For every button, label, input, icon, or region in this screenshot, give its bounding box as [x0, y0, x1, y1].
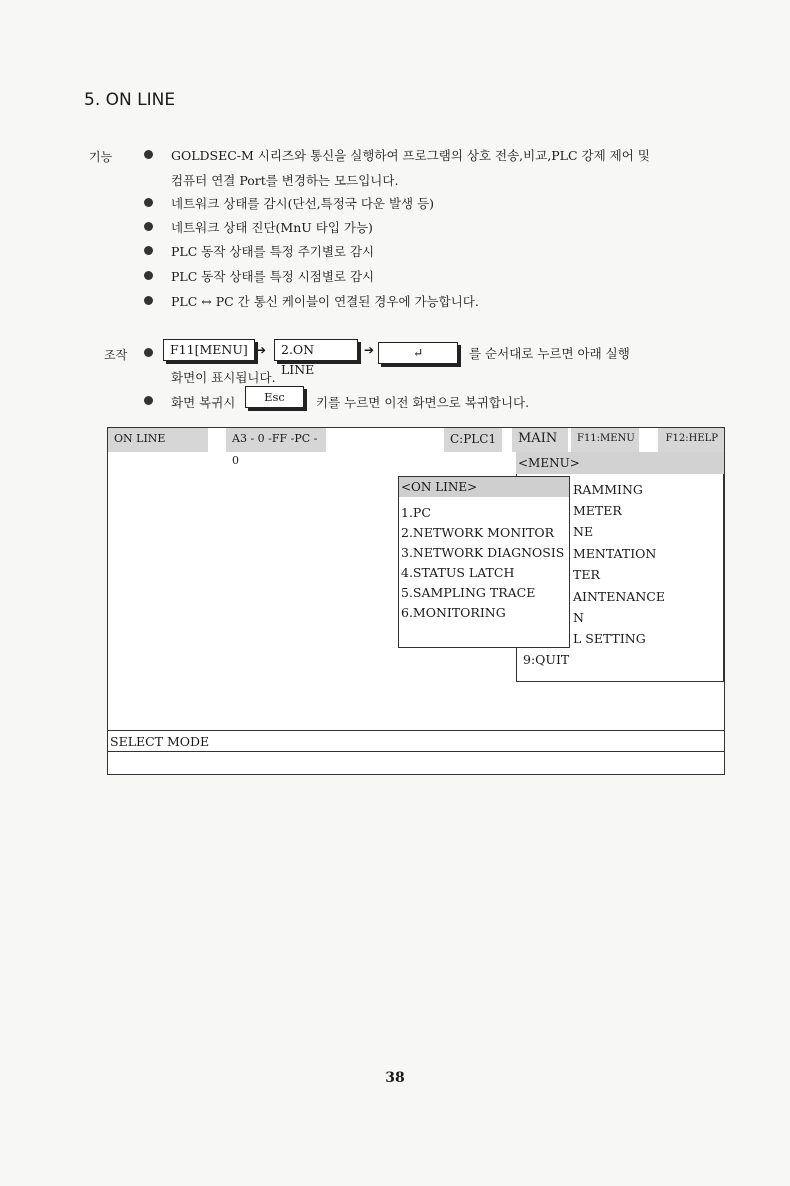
- esc-key: Esc: [245, 386, 304, 408]
- submenu-item-network-diagnosis[interactable]: 3.NETWORK DIAGNOSIS: [401, 545, 565, 560]
- bullet-icon: [144, 396, 153, 405]
- mode-indicator: ON LINE: [108, 428, 208, 452]
- operation-text-2: 화면 복귀시: [171, 395, 236, 410]
- f12-help-button[interactable]: F12:HELP: [658, 428, 724, 452]
- page-title: 5. ON LINE: [84, 90, 176, 110]
- bullet-icon: [144, 150, 153, 159]
- enter-key: ↵: [378, 342, 458, 364]
- bullet-icon: [144, 222, 153, 231]
- menu-item[interactable]: NE: [573, 524, 594, 539]
- arrow-right-icon: ➔: [256, 343, 267, 357]
- function-item-6: PLC ↔ PC 간 통신 케이블이 연결된 경우에 가능합니다.: [171, 294, 479, 309]
- function-item-5: PLC 동작 상태를 특정 시점별로 감시: [171, 269, 375, 284]
- main-menu-header: <MENU>: [516, 452, 724, 474]
- menu-item[interactable]: TER: [573, 567, 600, 582]
- menu-item[interactable]: RAMMING: [573, 482, 643, 497]
- function-label: 기능: [89, 150, 113, 164]
- bullet-icon: [144, 296, 153, 305]
- online-screen: [107, 427, 725, 775]
- menu-item[interactable]: N: [573, 610, 584, 625]
- submenu-item-status-latch[interactable]: 4.STATUS LATCH: [401, 565, 515, 580]
- bullet-icon: [144, 198, 153, 207]
- online-key: 2.ON LINE: [274, 339, 358, 361]
- menu-item[interactable]: L SETTING: [573, 631, 646, 646]
- submenu-item-monitoring[interactable]: 6.MONITORING: [401, 605, 506, 620]
- operation-label: 조작: [104, 348, 128, 362]
- submenu-header: <ON LINE>: [399, 477, 569, 497]
- main-indicator: MAIN: [512, 428, 568, 452]
- submenu-item-network-monitor[interactable]: 2.NETWORK MONITOR: [401, 525, 555, 540]
- bullet-icon: [144, 271, 153, 280]
- operation-text-1: 를 순서대로 누르면 아래 실행: [469, 346, 630, 361]
- arrow-right-icon: ➔: [364, 343, 375, 357]
- f11-menu-button[interactable]: F11:MENU: [571, 428, 639, 452]
- menu-item[interactable]: MENTATION: [573, 546, 657, 561]
- menu-item[interactable]: METER: [573, 503, 622, 518]
- menu-item-quit[interactable]: 9:QUIT: [523, 652, 570, 667]
- operation-text-3: 키를 누르면 이전 화면으로 복귀합니다.: [316, 395, 530, 410]
- f11-menu-key: F11[MENU]: [163, 339, 255, 361]
- function-item-4: PLC 동작 상태를 특정 주기별로 감시: [171, 244, 375, 259]
- path-indicator: A3 - 0 -FF -PC - 0: [226, 428, 326, 452]
- menu-item[interactable]: AINTENANCE: [573, 589, 665, 604]
- submenu-item-sampling-trace[interactable]: 5.SAMPLING TRACE: [401, 585, 536, 600]
- operation-text-1-cont: 화면이 표시됩니다.: [171, 370, 276, 385]
- bullet-icon: [144, 348, 153, 357]
- function-item-1: GOLDSEC-M 시리즈와 통신을 실행하여 프로그램의 상호 전송,비교,PLC 강제 제어 및: [171, 148, 650, 163]
- function-item-2: 네트워크 상태를 감시(단선,특정국 다운 발생 등): [171, 196, 435, 211]
- submenu-item-pc[interactable]: 1.PC: [401, 505, 431, 520]
- page-number: 38: [385, 1070, 405, 1086]
- bullet-icon: [144, 246, 153, 255]
- plc-indicator: C:PLC1: [444, 428, 502, 452]
- status-bar: SELECT MODE: [108, 730, 724, 752]
- function-item-1-cont: 컴퓨터 연결 Port를 변경하는 모드입니다.: [171, 173, 399, 188]
- function-item-3: 네트워크 상태 진단(MnU 타입 가능): [171, 220, 373, 235]
- online-submenu: [398, 476, 570, 648]
